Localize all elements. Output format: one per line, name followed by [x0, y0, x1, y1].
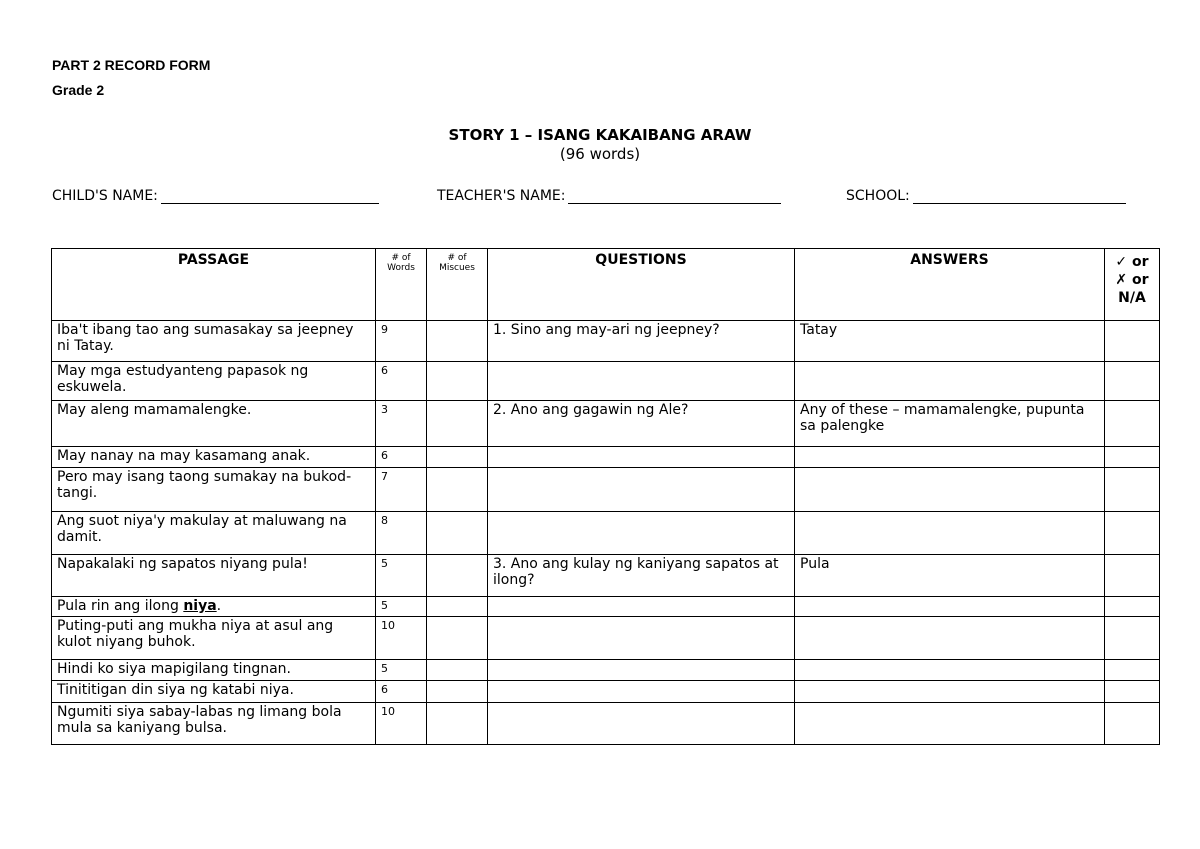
question-cell: 1. Sino ang may-ari ng jeepney? [488, 321, 795, 362]
question-cell [488, 447, 795, 468]
passage-cell: Ang suot niya'y makulay at maluwang na damit. [52, 512, 376, 555]
table-row [52, 617, 1160, 660]
header-row [52, 249, 1160, 321]
table-row [52, 401, 1160, 447]
answer-cell [795, 660, 1105, 681]
passage-cell: Puting-puti ang mukha niya at asul ang kulot niyang buhok. [52, 617, 376, 660]
table-row [52, 703, 1160, 745]
answer-cell: Pula [795, 555, 1105, 597]
check-cell[interactable] [1105, 617, 1160, 660]
table-row [52, 468, 1160, 512]
check-cell[interactable] [1105, 681, 1160, 703]
passage-cell: Napakalaki ng sapatos niyang pula! [52, 555, 376, 597]
words-cell: 8 [376, 512, 427, 555]
check-cell[interactable] [1105, 555, 1160, 597]
miscues-cell[interactable] [427, 617, 488, 660]
passage-header: PASSAGE [52, 249, 376, 321]
record-table [51, 248, 1160, 745]
passage-cell: May nanay na may kasamang anak. [52, 447, 376, 468]
check-cell[interactable] [1105, 362, 1160, 401]
answer-cell [795, 447, 1105, 468]
answer-cell [795, 703, 1105, 745]
miscues-cell[interactable] [427, 321, 488, 362]
words-cell: 9 [376, 321, 427, 362]
table-row [52, 555, 1160, 597]
question-cell: 3. Ano ang kulay ng kaniyang sapatos at ilong? [488, 555, 795, 597]
question-cell [488, 617, 795, 660]
word-count: (96 words) [559, 145, 641, 163]
words-cell: 5 [376, 555, 427, 597]
question-cell [488, 681, 795, 703]
answer-cell: Any of these – mamamalengke, pupunta sa palengke [795, 401, 1105, 447]
words-cell: 5 [376, 660, 427, 681]
passage-cell: Hindi ko siya mapigilang tingnan. [52, 660, 376, 681]
table-row [52, 512, 1160, 555]
passage-cell: Pula rin ang ilong niya. [52, 597, 376, 617]
table-row [52, 597, 1160, 617]
underlined-word: niya [183, 598, 217, 614]
teacher-name-line[interactable] [568, 188, 781, 204]
check-cell[interactable] [1105, 597, 1160, 617]
miscues-cell[interactable] [427, 681, 488, 703]
question-cell [488, 660, 795, 681]
school-label: SCHOOL: [846, 188, 910, 204]
words-cell: 6 [376, 447, 427, 468]
questions-header: QUESTIONS [488, 249, 795, 321]
table-row [52, 362, 1160, 401]
school-line[interactable] [913, 188, 1126, 204]
child-name-label: CHILD'S NAME: [52, 188, 158, 204]
passage-cell: Pero may isang taong sumakay na bukod-tangi. [52, 468, 376, 512]
answer-cell [795, 468, 1105, 512]
check-cell[interactable] [1105, 468, 1160, 512]
check-header: ✓ or ✗ or N/A [1105, 249, 1160, 321]
answer-cell: Tatay [795, 321, 1105, 362]
child-name-field[interactable] [52, 188, 379, 204]
words-cell: 10 [376, 617, 427, 660]
check-cell[interactable] [1105, 321, 1160, 362]
miscues-cell[interactable] [427, 597, 488, 617]
table-row [52, 321, 1160, 362]
check-cell[interactable] [1105, 401, 1160, 447]
question-cell [488, 512, 795, 555]
answer-cell [795, 362, 1105, 401]
answer-cell [795, 617, 1105, 660]
table-row [52, 447, 1160, 468]
answer-cell [795, 597, 1105, 617]
question-cell [488, 468, 795, 512]
check-cell[interactable] [1105, 512, 1160, 555]
passage-cell: Tinititigan din siya ng katabi niya. [52, 681, 376, 703]
grade-label: Grade 2 [52, 82, 105, 98]
miscues-cell[interactable] [427, 703, 488, 745]
miscues-cell[interactable] [427, 401, 488, 447]
check-cell[interactable] [1105, 703, 1160, 745]
school-field[interactable] [846, 188, 1126, 204]
words-cell: 3 [376, 401, 427, 447]
teacher-name-field[interactable] [437, 188, 781, 204]
question-cell: 2. Ano ang gagawin ng Ale? [488, 401, 795, 447]
words-cell: 5 [376, 597, 427, 617]
words-cell: 6 [376, 362, 427, 401]
miscues-cell[interactable] [427, 447, 488, 468]
question-cell [488, 362, 795, 401]
table-row [52, 681, 1160, 703]
question-cell [488, 703, 795, 745]
miscues-cell[interactable] [427, 468, 488, 512]
passage-cell: May mga estudyanteng papasok ng eskuwela. [52, 362, 376, 401]
table-row [52, 660, 1160, 681]
question-cell [488, 597, 795, 617]
story-title-block [0, 126, 1200, 164]
story-title: STORY 1 – ISANG KAKAIBANG ARAW [448, 126, 752, 144]
miscues-cell[interactable] [427, 362, 488, 401]
answers-header: ANSWERS [795, 249, 1105, 321]
words-header: # of Words [376, 249, 427, 321]
answer-cell [795, 512, 1105, 555]
words-cell: 10 [376, 703, 427, 745]
miscues-cell[interactable] [427, 660, 488, 681]
check-cell[interactable] [1105, 660, 1160, 681]
child-name-line[interactable] [161, 188, 379, 204]
form-label: PART 2 RECORD FORM [52, 57, 211, 73]
teacher-name-label: TEACHER'S NAME: [437, 188, 566, 204]
miscues-cell[interactable] [427, 555, 488, 597]
words-cell: 7 [376, 468, 427, 512]
answer-cell [795, 681, 1105, 703]
words-cell: 6 [376, 681, 427, 703]
passage-cell: Iba't ibang tao ang sumasakay sa jeepney ni Tatay. [52, 321, 376, 362]
check-cell[interactable] [1105, 447, 1160, 468]
passage-cell: Ngumiti siya sabay-labas ng limang bola mula sa kaniyang bulsa. [52, 703, 376, 745]
passage-cell: May aleng mamamalengke. [52, 401, 376, 447]
miscues-cell[interactable] [427, 512, 488, 555]
miscues-header: # of Miscues [427, 249, 488, 321]
